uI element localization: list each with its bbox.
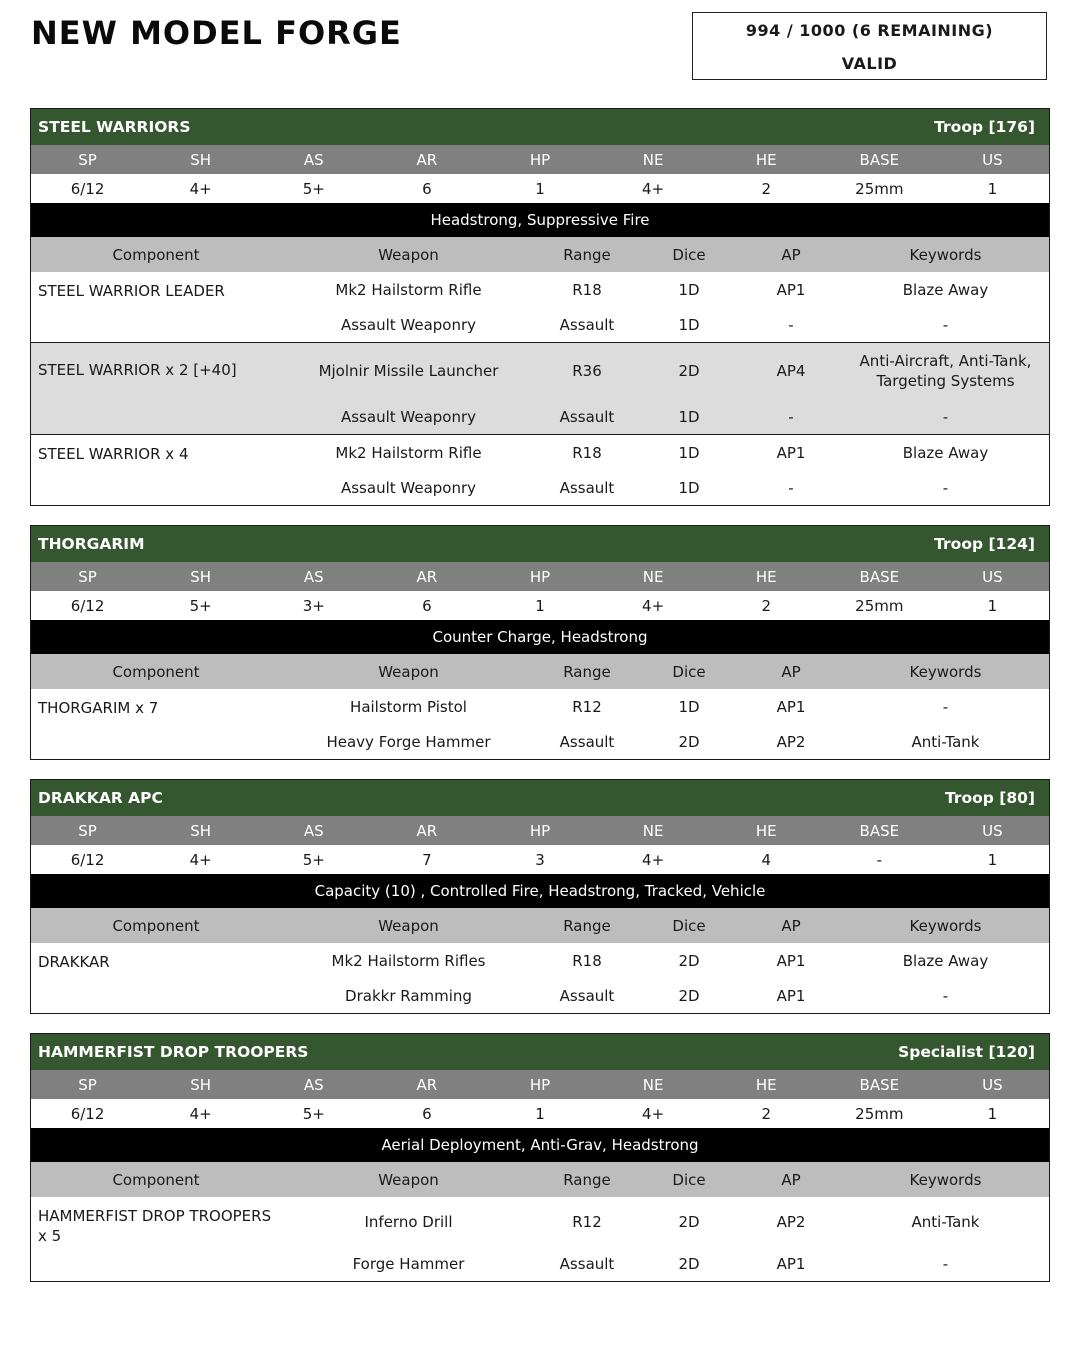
- weapon-row: [31, 307, 1049, 342]
- stat-header-cell: AR: [416, 1075, 438, 1094]
- stat-value-cell: 1: [535, 179, 545, 198]
- component-cell: THORGARIM x 7: [38, 699, 159, 717]
- dice-cell: 1D: [678, 407, 700, 426]
- special-rules: Capacity (10) , Controlled Fire, Headstrong, Tracked, Vehicle: [31, 874, 1049, 908]
- weapon-row: [31, 435, 1049, 470]
- stat-value-cell: 6/12: [70, 596, 105, 615]
- weapon-header-cell: Dice: [672, 245, 706, 264]
- special-rules: Headstrong, Suppressive Fire: [31, 203, 1049, 237]
- component-cell: STEEL WARRIOR x 4: [38, 445, 189, 463]
- range-cell: Assault: [559, 407, 615, 426]
- special-rules: Aerial Deployment, Anti-Grav, Headstrong: [31, 1128, 1049, 1162]
- stat-value-cell: 4+: [189, 850, 212, 869]
- unit-type-points: Troop [124]: [934, 535, 1035, 553]
- weapon-row: [31, 978, 1049, 1013]
- keywords-cell: -: [942, 697, 949, 716]
- component-group: [31, 1197, 1049, 1281]
- unit-header: [31, 526, 1049, 562]
- stat-header-cell: AR: [416, 567, 438, 586]
- unit-card: [30, 108, 1050, 506]
- points-summary: 994 / 1000 (6 REMAINING): [745, 21, 994, 40]
- stat-header-cell: AS: [303, 821, 324, 840]
- weapon-header-cell: Component: [112, 916, 200, 935]
- range-cell: R18: [572, 280, 602, 299]
- ap-cell: AP1: [776, 280, 806, 299]
- weapon-cell: Heavy Forge Hammer: [326, 732, 491, 751]
- stat-value-cell: 4+: [642, 179, 665, 198]
- keywords-cell: -: [942, 407, 949, 426]
- dice-cell: 1D: [678, 697, 700, 716]
- weapon-header-cell: Range: [563, 1170, 611, 1189]
- stat-value-cell: 25mm: [855, 596, 904, 615]
- weapon-cell: Mjolnir Missile Launcher: [318, 362, 499, 380]
- unit-card: [30, 779, 1050, 1014]
- stat-value-row: [31, 1099, 1049, 1128]
- weapon-cell: Mk2 Hailstorm Rifle: [335, 443, 482, 462]
- weapon-header-row: [31, 908, 1049, 943]
- weapon-header-cell: Keywords: [909, 662, 982, 681]
- stat-header-cell: BASE: [859, 150, 900, 169]
- ap-cell: AP4: [776, 362, 806, 380]
- unit-type-points: Troop [80]: [944, 789, 1035, 807]
- dice-cell: 2D: [678, 1212, 700, 1231]
- weapon-row: [31, 399, 1049, 434]
- stat-header-cell: BASE: [859, 821, 900, 840]
- keywords-cell: Anti-Tank: [911, 732, 980, 751]
- range-cell: Assault: [559, 315, 615, 334]
- stat-value-cell: 4+: [642, 1104, 665, 1123]
- stat-header-cell: US: [982, 150, 1003, 169]
- stat-header-cell: US: [982, 567, 1003, 586]
- stat-value-cell: 6: [422, 179, 432, 198]
- weapon-header-cell: Weapon: [378, 916, 439, 935]
- stat-value-cell: 6/12: [70, 179, 105, 198]
- weapon-cell: Assault Weaponry: [340, 478, 477, 497]
- stat-value-cell: 4: [761, 850, 771, 869]
- weapon-row: [31, 343, 1049, 399]
- weapon-header-cell: Keywords: [909, 245, 982, 264]
- weapon-header-cell: AP: [781, 662, 801, 681]
- range-cell: R18: [572, 951, 602, 970]
- ap-cell: AP1: [776, 951, 806, 970]
- keywords-cell: Anti-Aircraft, Anti-Tank, Targeting Systems: [859, 352, 1032, 390]
- stat-header-cell: SH: [190, 821, 212, 840]
- weapon-cell: Assault Weaponry: [340, 407, 477, 426]
- ap-cell: AP2: [776, 1212, 806, 1231]
- stat-header-row: [31, 562, 1049, 591]
- stat-header-cell: NE: [642, 567, 664, 586]
- stat-value-cell: 2: [761, 179, 771, 198]
- stat-value-cell: 1: [535, 1104, 545, 1123]
- weapon-header-cell: Dice: [672, 916, 706, 935]
- ap-cell: AP1: [776, 1254, 806, 1273]
- weapon-header-cell: Weapon: [378, 245, 439, 264]
- unit-header: [31, 109, 1049, 145]
- unit-name: STEEL WARRIORS: [38, 118, 191, 136]
- dice-cell: 1D: [678, 443, 700, 462]
- stat-header-row: [31, 1070, 1049, 1099]
- weapon-header-cell: Range: [563, 662, 611, 681]
- dice-cell: 1D: [678, 478, 700, 497]
- stat-value-row: [31, 591, 1049, 620]
- stat-header-cell: HP: [529, 1075, 551, 1094]
- stat-value-cell: 2: [761, 596, 771, 615]
- stat-value-cell: 25mm: [855, 1104, 904, 1123]
- weapon-header-row: [31, 237, 1049, 272]
- range-cell: R12: [572, 1212, 602, 1231]
- weapon-header-cell: AP: [781, 916, 801, 935]
- stat-header-cell: AS: [303, 150, 324, 169]
- stat-value-cell: 7: [422, 850, 432, 869]
- stat-value-cell: 25mm: [855, 179, 904, 198]
- stat-value-row: [31, 174, 1049, 203]
- stat-value-cell: 2: [761, 1104, 771, 1123]
- ap-cell: AP1: [776, 443, 806, 462]
- stat-value-cell: 4+: [189, 1104, 212, 1123]
- dice-cell: 1D: [678, 280, 700, 299]
- unit-name: HAMMERFIST DROP TROOPERS: [38, 1043, 309, 1061]
- range-cell: Assault: [559, 986, 615, 1005]
- weapon-header-cell: AP: [781, 1170, 801, 1189]
- stat-header-cell: HE: [755, 150, 777, 169]
- weapon-cell: Assault Weaponry: [340, 315, 477, 334]
- stat-header-cell: SH: [190, 567, 212, 586]
- stat-value-cell: 3+: [302, 596, 325, 615]
- unit-type-points: Specialist [120]: [898, 1043, 1035, 1061]
- stat-value-cell: 3: [535, 850, 545, 869]
- weapon-row: [31, 470, 1049, 505]
- range-cell: R18: [572, 443, 602, 462]
- stat-value-cell: 1: [987, 596, 998, 615]
- stat-value-cell: 1: [535, 596, 545, 615]
- component-cell: STEEL WARRIOR x 2 [+40]: [38, 361, 237, 379]
- range-cell: Assault: [559, 1254, 615, 1273]
- stat-header-cell: US: [982, 1075, 1003, 1094]
- stat-header-cell: HP: [529, 150, 551, 169]
- stat-value-cell: 5+: [189, 596, 212, 615]
- weapon-header-cell: Keywords: [909, 916, 982, 935]
- stat-header-cell: BASE: [859, 567, 900, 586]
- component-cell: HAMMERFIST DROP TROOPERS x 5: [38, 1207, 272, 1245]
- range-cell: R12: [572, 697, 602, 716]
- weapon-header-cell: Dice: [672, 1170, 706, 1189]
- component-cell: [31, 724, 281, 733]
- component-group: [31, 434, 1049, 505]
- points-status-box: [692, 12, 1047, 80]
- component-group: [31, 943, 1049, 1013]
- unit-type-points: Troop [176]: [934, 118, 1035, 136]
- component-cell: [31, 1246, 281, 1255]
- dice-cell: 2D: [678, 732, 700, 751]
- weapon-header-cell: Weapon: [378, 1170, 439, 1189]
- weapon-header-row: [31, 654, 1049, 689]
- stat-header-cell: US: [982, 821, 1003, 840]
- stat-header-cell: HE: [755, 821, 777, 840]
- validity-status: VALID: [841, 54, 898, 73]
- dice-cell: 2D: [678, 986, 700, 1005]
- keywords-cell: Anti-Tank: [911, 1212, 980, 1231]
- component-group: [31, 689, 1049, 759]
- stat-header-cell: NE: [642, 150, 664, 169]
- weapon-header-cell: Keywords: [909, 1170, 982, 1189]
- ap-cell: AP1: [776, 986, 806, 1005]
- dice-cell: 2D: [678, 1254, 700, 1273]
- weapon-header-cell: Component: [112, 662, 200, 681]
- stat-header-cell: SH: [190, 1075, 212, 1094]
- weapon-header-cell: Dice: [672, 662, 706, 681]
- keywords-cell: Blaze Away: [902, 280, 989, 299]
- unit-header: [31, 1034, 1049, 1070]
- weapon-header-cell: Range: [563, 916, 611, 935]
- stat-header-cell: NE: [642, 821, 664, 840]
- stat-value-cell: 6: [422, 596, 432, 615]
- stat-value-cell: 4+: [642, 596, 665, 615]
- keywords-cell: -: [942, 478, 949, 497]
- unit-header: [31, 780, 1049, 816]
- component-cell: [31, 470, 281, 479]
- weapon-cell: Forge Hammer: [352, 1254, 465, 1273]
- weapon-cell: Inferno Drill: [364, 1212, 453, 1231]
- component-cell: [31, 399, 281, 408]
- stat-value-cell: 5+: [302, 1104, 325, 1123]
- weapon-header-cell: Component: [112, 245, 200, 264]
- weapon-row: [31, 1246, 1049, 1281]
- stat-value-cell: 1: [987, 1104, 998, 1123]
- dice-cell: 1D: [678, 315, 700, 334]
- unit-card: [30, 525, 1050, 760]
- weapon-cell: Hailstorm Pistol: [350, 697, 467, 716]
- weapon-header-cell: Component: [112, 1170, 200, 1189]
- unit-name: THORGARIM: [38, 535, 145, 553]
- ap-cell: -: [788, 478, 794, 497]
- keywords-cell: -: [942, 315, 949, 334]
- stat-value-cell: 6/12: [70, 1104, 105, 1123]
- stat-header-cell: NE: [642, 1075, 664, 1094]
- stat-header-cell: HE: [755, 567, 777, 586]
- keywords-cell: Blaze Away: [902, 443, 989, 462]
- stat-header-cell: HP: [529, 821, 551, 840]
- stat-value-cell: 5+: [302, 179, 325, 198]
- component-group: [31, 272, 1049, 342]
- weapon-header-cell: Range: [563, 245, 611, 264]
- stat-value-row: [31, 845, 1049, 874]
- stat-value-cell: 1: [987, 850, 998, 869]
- stat-header-cell: AR: [416, 150, 438, 169]
- stat-header-cell: AS: [303, 567, 324, 586]
- component-group: [31, 342, 1049, 434]
- unit-list: [30, 108, 1050, 1301]
- weapon-row: [31, 272, 1049, 307]
- stat-header-cell: SP: [78, 150, 97, 169]
- ap-cell: -: [788, 407, 794, 426]
- ap-cell: AP1: [776, 697, 806, 716]
- weapon-row: [31, 724, 1049, 759]
- stat-header-cell: AS: [303, 1075, 324, 1094]
- weapon-row: [31, 1197, 1049, 1246]
- range-cell: R36: [572, 362, 602, 380]
- stat-header-row: [31, 145, 1049, 174]
- stat-header-cell: SP: [78, 1075, 97, 1094]
- stat-header-cell: SP: [78, 567, 97, 586]
- ap-cell: -: [788, 315, 794, 334]
- stat-value-cell: 6: [422, 1104, 432, 1123]
- stat-value-cell: 1: [987, 179, 998, 198]
- stat-header-cell: AR: [416, 821, 438, 840]
- keywords-cell: -: [942, 1254, 949, 1273]
- weapon-cell: Mk2 Hailstorm Rifles: [331, 951, 486, 970]
- unit-name: DRAKKAR APC: [38, 789, 163, 807]
- ap-cell: AP2: [776, 732, 806, 751]
- stat-value-cell: -: [876, 850, 883, 869]
- stat-header-cell: SP: [78, 821, 97, 840]
- component-cell: [31, 307, 281, 316]
- stat-value-cell: 5+: [302, 850, 325, 869]
- weapon-header-row: [31, 1162, 1049, 1197]
- weapon-header-cell: Weapon: [378, 662, 439, 681]
- page-title: NEW MODEL FORGE: [31, 14, 402, 52]
- keywords-cell: -: [942, 986, 949, 1005]
- stat-value-cell: 4+: [189, 179, 212, 198]
- dice-cell: 2D: [678, 362, 700, 380]
- keywords-cell: Blaze Away: [902, 951, 989, 970]
- stat-value-cell: 4+: [642, 850, 665, 869]
- weapon-cell: Mk2 Hailstorm Rifle: [335, 280, 482, 299]
- component-cell: STEEL WARRIOR LEADER: [38, 282, 225, 300]
- component-cell: DRAKKAR: [38, 953, 110, 971]
- range-cell: Assault: [559, 732, 615, 751]
- weapon-row: [31, 943, 1049, 978]
- stat-header-cell: BASE: [859, 1075, 900, 1094]
- unit-card: [30, 1033, 1050, 1282]
- special-rules: Counter Charge, Headstrong: [31, 620, 1049, 654]
- component-cell: [31, 978, 281, 987]
- dice-cell: 2D: [678, 951, 700, 970]
- range-cell: Assault: [559, 478, 615, 497]
- weapon-row: [31, 689, 1049, 724]
- stat-header-cell: HE: [755, 1075, 777, 1094]
- stat-header-cell: SH: [190, 150, 212, 169]
- stat-header-row: [31, 816, 1049, 845]
- stat-header-cell: HP: [529, 567, 551, 586]
- weapon-header-cell: AP: [781, 245, 801, 264]
- weapon-cell: Drakkr Ramming: [345, 986, 472, 1005]
- stat-value-cell: 6/12: [70, 850, 105, 869]
